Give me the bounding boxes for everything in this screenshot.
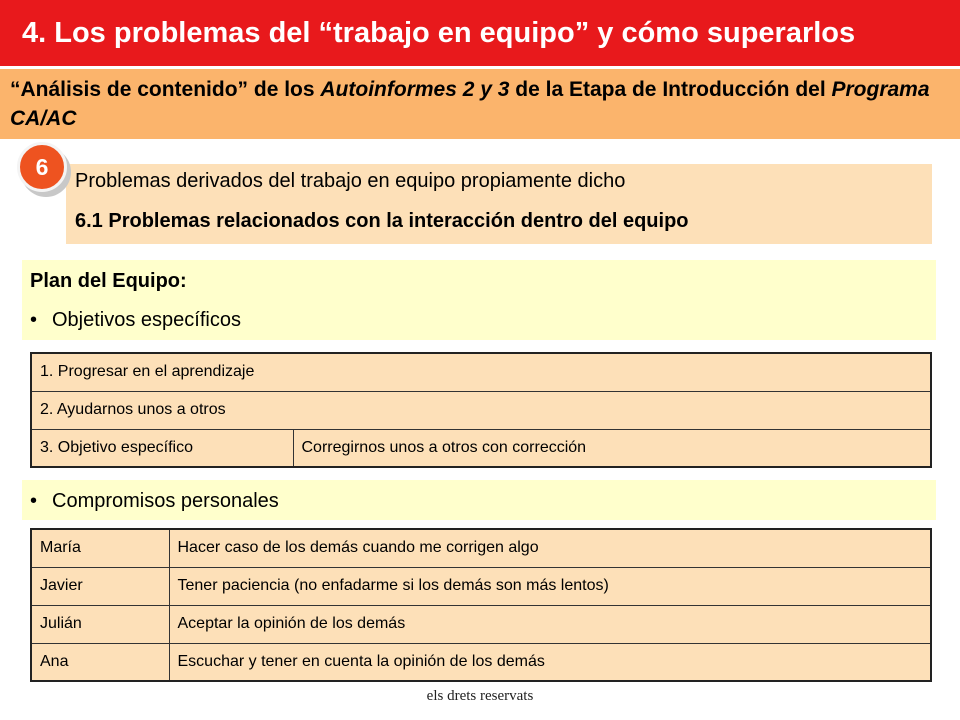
member-commitment-cell: Aceptar la opinión de los demás xyxy=(169,605,931,643)
subsection-heading: 6.1 Problemas relacionados con la interacción dentro del equipo xyxy=(75,210,689,232)
member-commitment-cell: Tener paciencia (no enfadarme si los demás son más lentos) xyxy=(169,567,931,605)
table-row xyxy=(31,567,931,605)
section-heading: Problemas derivados del trabajo en equipo propiamente dicho xyxy=(75,170,626,192)
slide-title: 4. Los problemas del “trabajo en equipo” y cómo superarlos xyxy=(0,0,960,66)
table-row xyxy=(31,605,931,643)
objective-2-cell: 2. Ayudarnos unos a otros xyxy=(31,391,931,429)
commitments-label: Compromisos personales xyxy=(52,490,279,512)
objectives-label: Objetivos específicos xyxy=(52,309,241,331)
objectives-bullet xyxy=(30,309,241,332)
member-name-cell: Javier xyxy=(31,567,169,605)
member-name-cell: Ana xyxy=(31,643,169,681)
commitments-bullet xyxy=(30,490,279,513)
slide-subtitle xyxy=(0,69,960,139)
team-plan-title: Plan del Equipo: xyxy=(30,270,187,292)
objective-1-cell: 1. Progresar en el aprendizaje xyxy=(31,353,931,391)
table-row xyxy=(31,643,931,681)
table-row xyxy=(31,529,931,567)
member-commitment-cell: Escuchar y tener en cuenta la opinión de los demás xyxy=(169,643,931,681)
subtitle-text-3: de la Etapa de Introducción del xyxy=(509,78,832,101)
table-row xyxy=(31,353,931,391)
bullet-dot: • xyxy=(30,309,38,331)
subtitle-text-1: “Análisis de contenido” de los xyxy=(10,78,321,101)
table-row xyxy=(31,429,931,467)
table-row xyxy=(31,391,931,429)
subtitle-text-2: Autoinformes 2 y 3 xyxy=(320,78,510,101)
member-name-cell: María xyxy=(31,529,169,567)
objective-3-label-cell: 3. Objetivo específico xyxy=(31,429,293,467)
commitments-table xyxy=(30,528,932,682)
member-commitment-cell: Hacer caso de los demás cuando me corrigen algo xyxy=(169,529,931,567)
objectives-table xyxy=(30,352,932,468)
subtitle-text-4: Programa CA/AC xyxy=(10,78,930,130)
section-number-badge: 6 xyxy=(17,142,67,192)
objective-3-value-cell: Corregirnos unos a otros con corrección xyxy=(293,429,931,467)
member-name-cell: Julián xyxy=(31,605,169,643)
bullet-dot: • xyxy=(30,490,38,512)
footer-rights-text: els drets reservats xyxy=(426,688,534,704)
